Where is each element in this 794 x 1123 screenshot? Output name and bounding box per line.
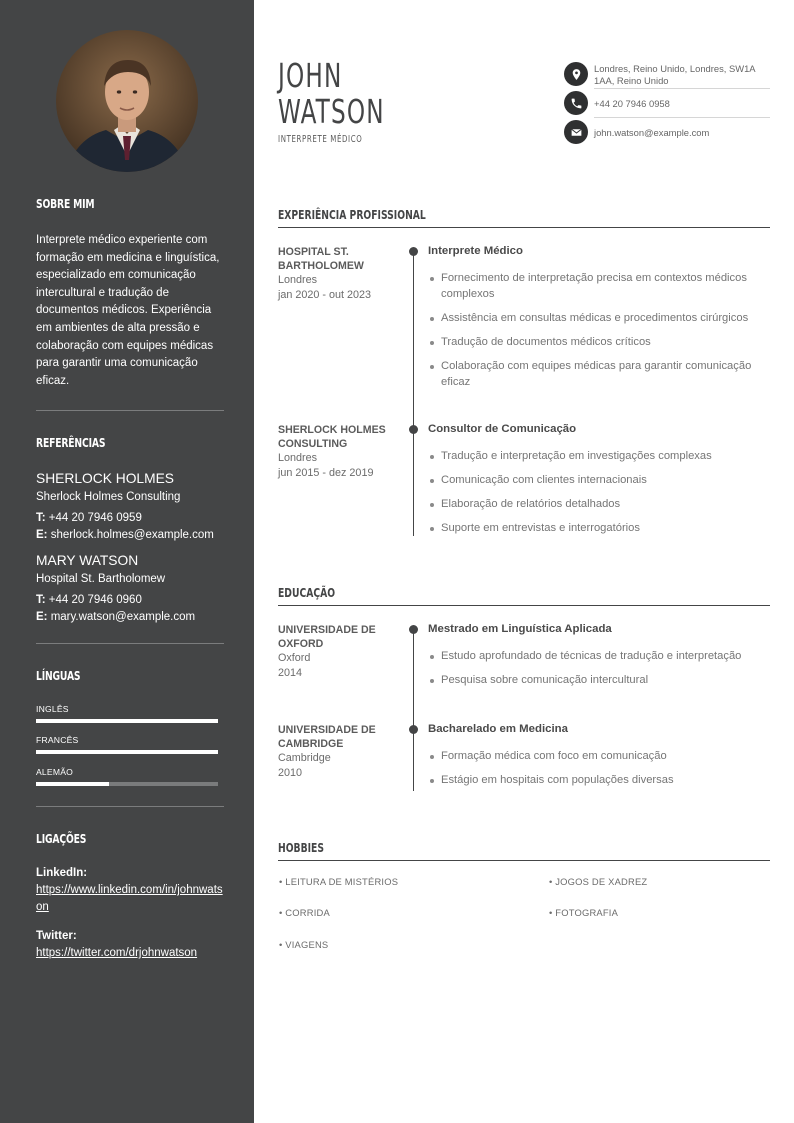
bullet-item: Suporte em entrevistas e interrogatórios (428, 520, 770, 536)
contact-divider (594, 117, 770, 118)
linkedin-link[interactable]: https://www.linkedin.com/in/johnwatson (36, 884, 223, 913)
about-text: Interprete médico experiente com formação em medicina e linguística, especializado em comunicação intercultural e tradução de documentos médicos. Experiência em ambientes de alta pressão e colaboração com equipes médicas para garantir uma comunicação eficaz. (36, 234, 220, 387)
mail-icon (564, 120, 588, 144)
degree-title: Mestrado em Linguística Aplicada (428, 623, 612, 635)
sidebar (0, 0, 254, 1123)
employer-name: SHERLOCK HOLMES CONSULTING (278, 424, 386, 450)
employment-dates: jan 2020 - out 2023 (278, 288, 372, 301)
bullet-item: Elaboração de relatórios detalhados (428, 496, 770, 512)
timeline-dot (409, 725, 418, 734)
timeline-dot (409, 247, 418, 256)
section-rule (278, 605, 770, 606)
timeline-dot (409, 625, 418, 634)
employer-name: HOSPITAL ST. BARTHOLOMEW (278, 246, 364, 272)
timeline-line (413, 629, 414, 791)
institution-name: UNIVERSIDADE DE CAMBRIDGE (278, 724, 376, 750)
about-heading: SOBRE MIM (36, 196, 95, 211)
degree-title: Bacharelado em Medicina (428, 723, 568, 735)
reference-email[interactable]: E: sherlock.holmes@example.com (36, 529, 214, 541)
language-name: ALEMÃO (36, 767, 74, 777)
twitter-label: Twitter: (36, 930, 77, 942)
language-name: INGLÊS (36, 704, 69, 714)
bullet-item: Estudo aprofundado de técnicas de tradução e interpretação (428, 648, 770, 664)
twitter-link[interactable]: https://twitter.com/drjohnwatson (36, 947, 198, 959)
experience-heading: EXPERIÊNCIA PROFISSIONAL (278, 207, 426, 222)
language-level-fill (36, 750, 218, 754)
role-bullets (428, 270, 770, 398)
section-rule (278, 860, 770, 861)
bullet-item: Tradução de documentos médicos críticos (428, 334, 770, 350)
language-level-bar (36, 750, 218, 754)
language-level-bar (36, 782, 218, 786)
bullet-item: Pesquisa sobre comunicação intercultural (428, 672, 770, 688)
hobby-item: • VIAGENS (279, 939, 329, 950)
education-heading: EDUCAÇÃO (278, 585, 336, 600)
employer-location: Londres (278, 452, 318, 464)
bullet-item: Colaboração com equipes médicas para garantir comunicação eficaz (428, 358, 770, 390)
bullet-item: Formação médica com foco em comunicação (428, 748, 770, 764)
language-name: FRANCÊS (36, 735, 79, 745)
role-title: Consultor de Comunicação (428, 423, 577, 435)
hobby-item: • CORRIDA (279, 907, 330, 918)
role-bullets (428, 448, 770, 544)
reference-email[interactable]: E: mary.watson@example.com (36, 611, 196, 623)
hobbies-heading: HOBBIES (278, 840, 324, 855)
last-name: WATSON (278, 92, 385, 131)
timeline-line (413, 251, 414, 536)
reference-item (36, 470, 236, 544)
reference-name: SHERLOCK HOLMES (36, 471, 175, 486)
linkedin-label: LinkedIn: (36, 867, 88, 879)
reference-company: Sherlock Holmes Consulting (36, 491, 181, 503)
degree-bullets (428, 648, 770, 696)
sidebar-divider (36, 643, 224, 644)
languages-heading: LÍNGUAS (36, 668, 81, 683)
first-name: JOHN (278, 56, 343, 95)
bullet-item: Assistência em consultas médicas e procedimentos cirúrgicos (428, 310, 770, 326)
location-pin-icon (564, 62, 588, 86)
graduation-year: 2014 (278, 666, 303, 679)
graduation-year: 2010 (278, 766, 303, 779)
hobby-item: • JOGOS DE XADREZ (549, 876, 648, 887)
institution-location: Oxford (278, 652, 311, 664)
phone-text: +44 20 7946 0958 (594, 98, 670, 109)
links-heading: LIGAÇÕES (36, 831, 87, 846)
reference-phone: T: +44 20 7946 0959 (36, 512, 142, 524)
references-heading: REFERÊNCIAS (36, 435, 106, 450)
institution-location: Cambridge (278, 752, 331, 764)
sidebar-divider (36, 410, 224, 411)
contact-divider (594, 88, 770, 89)
hobby-item: • LEITURA DE MISTÉRIOS (279, 876, 399, 887)
experience-meta (278, 245, 398, 302)
bullet-item: Comunicação com clientes internacionais (428, 472, 770, 488)
education-meta (278, 623, 398, 680)
language-item (36, 767, 218, 786)
education-meta (278, 723, 398, 780)
reference-name: MARY WATSON (36, 553, 139, 568)
role-title: Interprete Médico (428, 245, 523, 257)
sidebar-divider (36, 806, 224, 807)
language-item (36, 704, 218, 723)
section-rule (278, 227, 770, 228)
bullet-item: Estágio em hospitais com populações diversas (428, 772, 770, 788)
bullet-item: Tradução e interpretação em investigações complexas (428, 448, 770, 464)
degree-bullets (428, 748, 770, 796)
phone-icon (564, 91, 588, 115)
portrait-image (56, 30, 198, 172)
experience-meta (278, 423, 398, 480)
address-text: Londres, Reino Unido, Londres, SW1A 1AA, Reino Unido (594, 63, 756, 86)
timeline-dot (409, 425, 418, 434)
language-level-fill (36, 782, 109, 786)
profile-photo (56, 30, 198, 172)
bullet-item: Fornecimento de interpretação precisa em contextos médicos complexos (428, 270, 770, 302)
email-text[interactable]: john.watson@example.com (594, 127, 710, 138)
institution-name: UNIVERSIDADE DE OXFORD (278, 624, 376, 650)
reference-phone: T: +44 20 7946 0960 (36, 594, 142, 606)
language-level-fill (36, 719, 218, 723)
reference-company: Hospital St. Bartholomew (36, 573, 166, 585)
employment-dates: jun 2015 - dez 2019 (278, 466, 374, 479)
language-level-bar (36, 719, 218, 723)
hobby-item: • FOTOGRAFIA (549, 907, 619, 918)
full-name (278, 58, 385, 130)
employer-location: Londres (278, 274, 318, 286)
job-title: INTERPRETE MÉDICO (278, 134, 363, 145)
reference-item (36, 552, 236, 626)
language-item (36, 735, 218, 754)
